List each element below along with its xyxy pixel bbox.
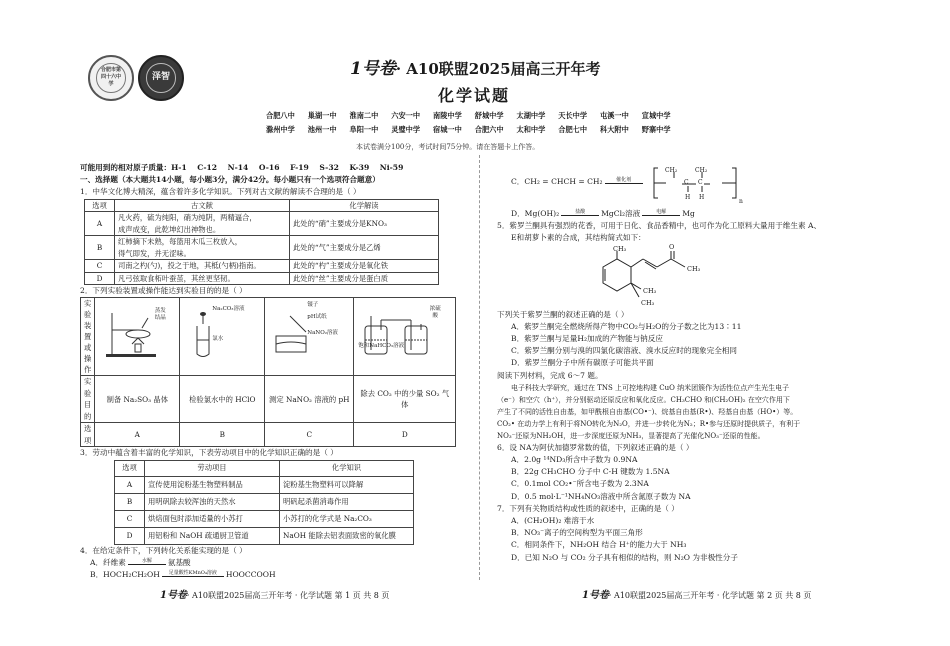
q4-option-b: B．HOCH₂CH₂OH 足量酸性KMnO₄溶液 HOOCCOOH [90, 569, 276, 579]
exam-note: 本试卷满分100分，考试时间75分钟。请在答题卡上作答。 [356, 143, 540, 151]
brand-mark: 1号卷 [350, 59, 396, 79]
reaction-arrow-icon: 盐酸 [561, 210, 599, 218]
text-cell: 凡弓弦取食柘叶蚕茧，其丝更坚韧。 [115, 272, 290, 285]
table-row [85, 260, 439, 273]
footer-page-2: 1号卷· A10联盟2025届高三开年考 · 化学试题 第 2 页 共 8 页 [582, 590, 812, 601]
q2-row-label: 选项 [81, 423, 95, 447]
q3-header: 化学知识 [280, 460, 414, 476]
right-column [497, 162, 877, 564]
goal-cell: 检验氯水中的 HClO [180, 376, 265, 423]
goal-cell: 测定 NaNO₂ 溶液的 pH [265, 376, 354, 423]
text-cell: 红柿摘下未熟，每篮用木瓜三枚放入， 得气即发，并无涩味。 [115, 236, 290, 260]
q4-stem: 4．在给定条件下，下列转化关系能实现的是（ ） [80, 545, 247, 555]
brand-seal-logo [138, 55, 184, 101]
exam-title-text: · A10联盟2025届高三开年考 [395, 60, 601, 78]
polymer-label: C [698, 179, 703, 186]
q1-stem: 1．中华文化博大精深，蕴含着许多化学知识。下列对古文献的解读不合理的是（ ） [80, 187, 361, 197]
molecule-label: O [669, 242, 675, 251]
label-evaporation: 蒸发结晶 [154, 308, 166, 322]
label-nahco3: 饱和NaHCO₃溶液 [358, 343, 405, 350]
table-row [85, 236, 439, 260]
reading-passage: 电子科技大学研究，通过在 TNS 上可控地构建 CuO 纳米团簇作为活性位点产生光生电子 （e⁻）和空穴（h⁺），并分别驱动还原反应和氧化反应。CH₃CHO 和(CH₂OH)₂ 在空穴作用下 产生了不同的活性自由基，如甲酰根自由基(CO•⁻)、烷基自由基(R•)、羟基自由基（HO•）等。 CO₂• 在动力学上有利于将NO转化为N₂O，并进一步转化为N₂；R•参与还原时提供质子，有利于 NO₃⁻还原为NH₂OH，进一步深度还原为NH₃，显著提高了光催化NO₃⁻还原的性能。 [497, 383, 801, 440]
molecule-label: CH₃ [643, 286, 657, 295]
q5-line-1: 5．紫罗兰酮具有强烈的花香，可用于日化、食品香精中，也可作为化工原料大量用于维生素 A、 [497, 221, 822, 231]
q5-line-2: E和胡萝卜素的合成，其结构简式如下： [511, 233, 646, 243]
option-cell: D [85, 272, 115, 285]
column-divider [479, 155, 480, 580]
expl-cell: 此处的“杓”主要成分是氧化铁 [290, 260, 439, 273]
q1-table [84, 199, 439, 286]
text-cell: 凡火药，硫为纯阳，硝为纯阴，两精逼合， 成声成变，此乾坤幻出神物也。 [115, 212, 290, 236]
polymer-label: H [699, 194, 705, 201]
polymer-label: n [739, 198, 743, 205]
section-heading: 一、选择题（本大题共14小题，每小题3分，满分42分。每小题只有一个选项符合题意） [80, 175, 380, 185]
option-cell: D [354, 423, 456, 447]
table-row: D 用铝粉和 NaOH 疏通厨卫管道 NaOH 能除去铝表面致密的氧化膜 [115, 527, 414, 544]
ionone-structure [497, 242, 877, 309]
q2-stem: 2．下列实验装置或操作能达到实验目的的是（ ） [80, 286, 247, 296]
q6-stem: 6．设 NA为阿伏加德罗常数的值，下列叙述正确的是（ ） [497, 442, 694, 452]
polymer-label: H [685, 194, 691, 201]
option-cell: A [85, 212, 115, 236]
expl-cell: 此处的“硝”主要成分是KNO₃ [290, 212, 439, 236]
subject-title: 化学试题 [438, 86, 511, 105]
q6-option: C．0.1mol CO₂•⁻所含电子数为 2.3NA [511, 479, 649, 489]
q4-option-c: C．CH₂ = CHCH = CH₂ 催化剂 CH₂ C C CH₂ H H n [497, 162, 877, 206]
school-seal-logo [88, 55, 134, 101]
reaction-arrow-icon: 水解 [128, 559, 166, 567]
q6-option: B．22g CH₃CHO 分子中 C-H 键数为 1.5NA [511, 467, 670, 477]
q2-row-label: 实验装置或操作 [81, 298, 95, 376]
q2-row-label: 实验目的 [81, 376, 95, 423]
q4-option-a: A．纤维素 水解 氨基酸 [90, 557, 191, 567]
q4-option-d: D．Mg(OH)₂ 盐酸 MgCl₂溶液 电解 Mg [511, 209, 695, 218]
apparatus-d [354, 298, 456, 376]
exam-title [350, 59, 601, 80]
apparatus-a [95, 298, 180, 376]
label-na2co3: Na₂CO₃溶液 [212, 306, 245, 313]
molecule-label: CH₃ [687, 264, 701, 273]
text-cell: 司南之杓(勺)，投之于地，其柢(勺柄)指南。 [115, 260, 290, 273]
q5-option: C．紫罗兰酮分别与溴的四氯化碳溶液、溴水反应时的现象完全相同 [511, 346, 738, 356]
left-column [80, 162, 475, 581]
goal-cell: 除去 CO₂ 中的少量 SO₂ 气体 [354, 376, 456, 423]
q2-table [80, 297, 456, 447]
table-row: C 烘焙面包时添加适量的小苏打 小苏打的化学式是 Na₂CO₃ [115, 510, 414, 527]
polymer-label: CH₂ [695, 167, 708, 174]
label-tweezers: 镊子 [307, 302, 319, 309]
polymer-label: C [684, 179, 689, 186]
schools-row-1: 合肥八中 巢湖一中 淮南二中 六安一中 南陵中学 舒城中学 太湖中学 天长中学 屯溪一中 宣城中学 [266, 111, 671, 120]
label-ph-paper: pH试纸 [307, 314, 327, 321]
q7-option: D．已知 N₂O 与 CO₂ 分子具有相似的结构，则 N₂O 为非极性分子 [511, 552, 738, 562]
expl-cell: 此处的“丝”主要成分是蛋白质 [290, 272, 439, 285]
option-cell: A [95, 423, 180, 447]
q5-option: A．紫罗兰酮完全燃烧所得产物中CO₂与H₂O的分子数之比为13∶11 [511, 321, 742, 331]
q7-option: A．(CH₂OH)₂ 难溶于水 [511, 516, 595, 526]
atomic-mass-line: 可能用到的相对原子质量：H-1 C-12 N-14 O-16 F-19 S-32 K-39 Ni-59 [80, 163, 404, 172]
q5-question: 下列关于紫罗兰酮的叙述正确的是（ ） [497, 309, 629, 319]
apparatus-c [265, 298, 354, 376]
table-row [85, 272, 439, 285]
table-row: B 用明矾除去较浑浊的天然水 明矾起杀菌消毒作用 [115, 493, 414, 510]
expl-cell: 此处的“气”主要成分是乙烯 [290, 236, 439, 260]
reaction-arrow-icon: 足量酸性KMnO₄溶液 [162, 571, 224, 579]
q3-stem: 3．劳动中蕴含着丰富的化学知识，下表劳动项目中的化学知识正确的是（ ） [80, 448, 338, 458]
option-cell: B [180, 423, 265, 447]
q1-header: 选项 [85, 199, 115, 212]
schools-row-2: 滁州中学 池州一中 阜阳一中 灵璧中学 宿城一中 合肥六中 太和中学 合肥七中 科大附中 野寨中学 [266, 125, 671, 134]
q5-option: B．紫罗兰酮与足量H₂加成的产物能与钠反应 [511, 334, 663, 344]
footer-page-1: 1号卷· A10联盟2025届高三开年考 · 化学试题 第 1 页 共 8 页 [160, 590, 390, 601]
goal-cell: 制备 Na₂SO₃ 晶体 [95, 376, 180, 423]
q1-header: 古文献 [115, 199, 290, 212]
table-row: A 宣传使用淀粉基生物塑料制品 淀粉基生物塑料可以降解 [115, 476, 414, 493]
option-cell: B [85, 236, 115, 260]
seal-text: 合肥市第四十六中学 [96, 63, 125, 92]
label-chlorine-water: 氯水 [212, 336, 224, 343]
label-conc-h2so4: 浓硫酸 [429, 306, 441, 320]
q6-option: D．0.5 mol·L⁻¹NH₄NO₃溶液中所含氮原子数为 NA [511, 491, 691, 501]
polymer-label: CH₂ [665, 167, 678, 174]
seal-text-2: 泽智 [146, 63, 175, 92]
table-row [85, 212, 439, 236]
label-nano2: NaNO₂溶液 [307, 330, 338, 337]
option-cell: C [85, 260, 115, 273]
molecule-label: CH₃ [641, 298, 655, 307]
reaction-arrow-icon: 催化剂 [605, 178, 643, 186]
q7-stem: 7．下列有关物质结构或性质的叙述中，正确的是（ ） [497, 503, 679, 513]
q7-option: C．相同条件下，NH₂OH 结合 H⁺的能力大于 NH₃ [511, 540, 687, 550]
ionone-molecule-icon [583, 245, 733, 309]
q1-header: 化学解读 [290, 199, 439, 212]
molecule-label: CH₃ [613, 244, 627, 253]
q3-header: 选项 [115, 460, 145, 476]
q5-option: D．紫罗兰酮分子中所有碳原子可能共平面 [511, 358, 654, 368]
option-cell: C [265, 423, 354, 447]
apparatus-b [180, 298, 265, 376]
q3-table [114, 460, 414, 545]
q6-option: A．2.0g ¹⁴ND₃所含中子数为 0.9NA [511, 455, 638, 465]
reading-instruction: 阅读下列材料，完成 6～7 题。 [497, 370, 603, 380]
reaction-arrow-icon: 电解 [642, 210, 680, 218]
q7-option: B．NO₃⁻离子的空间构型为平面三角形 [511, 528, 643, 538]
q3-header: 劳动项目 [145, 460, 280, 476]
